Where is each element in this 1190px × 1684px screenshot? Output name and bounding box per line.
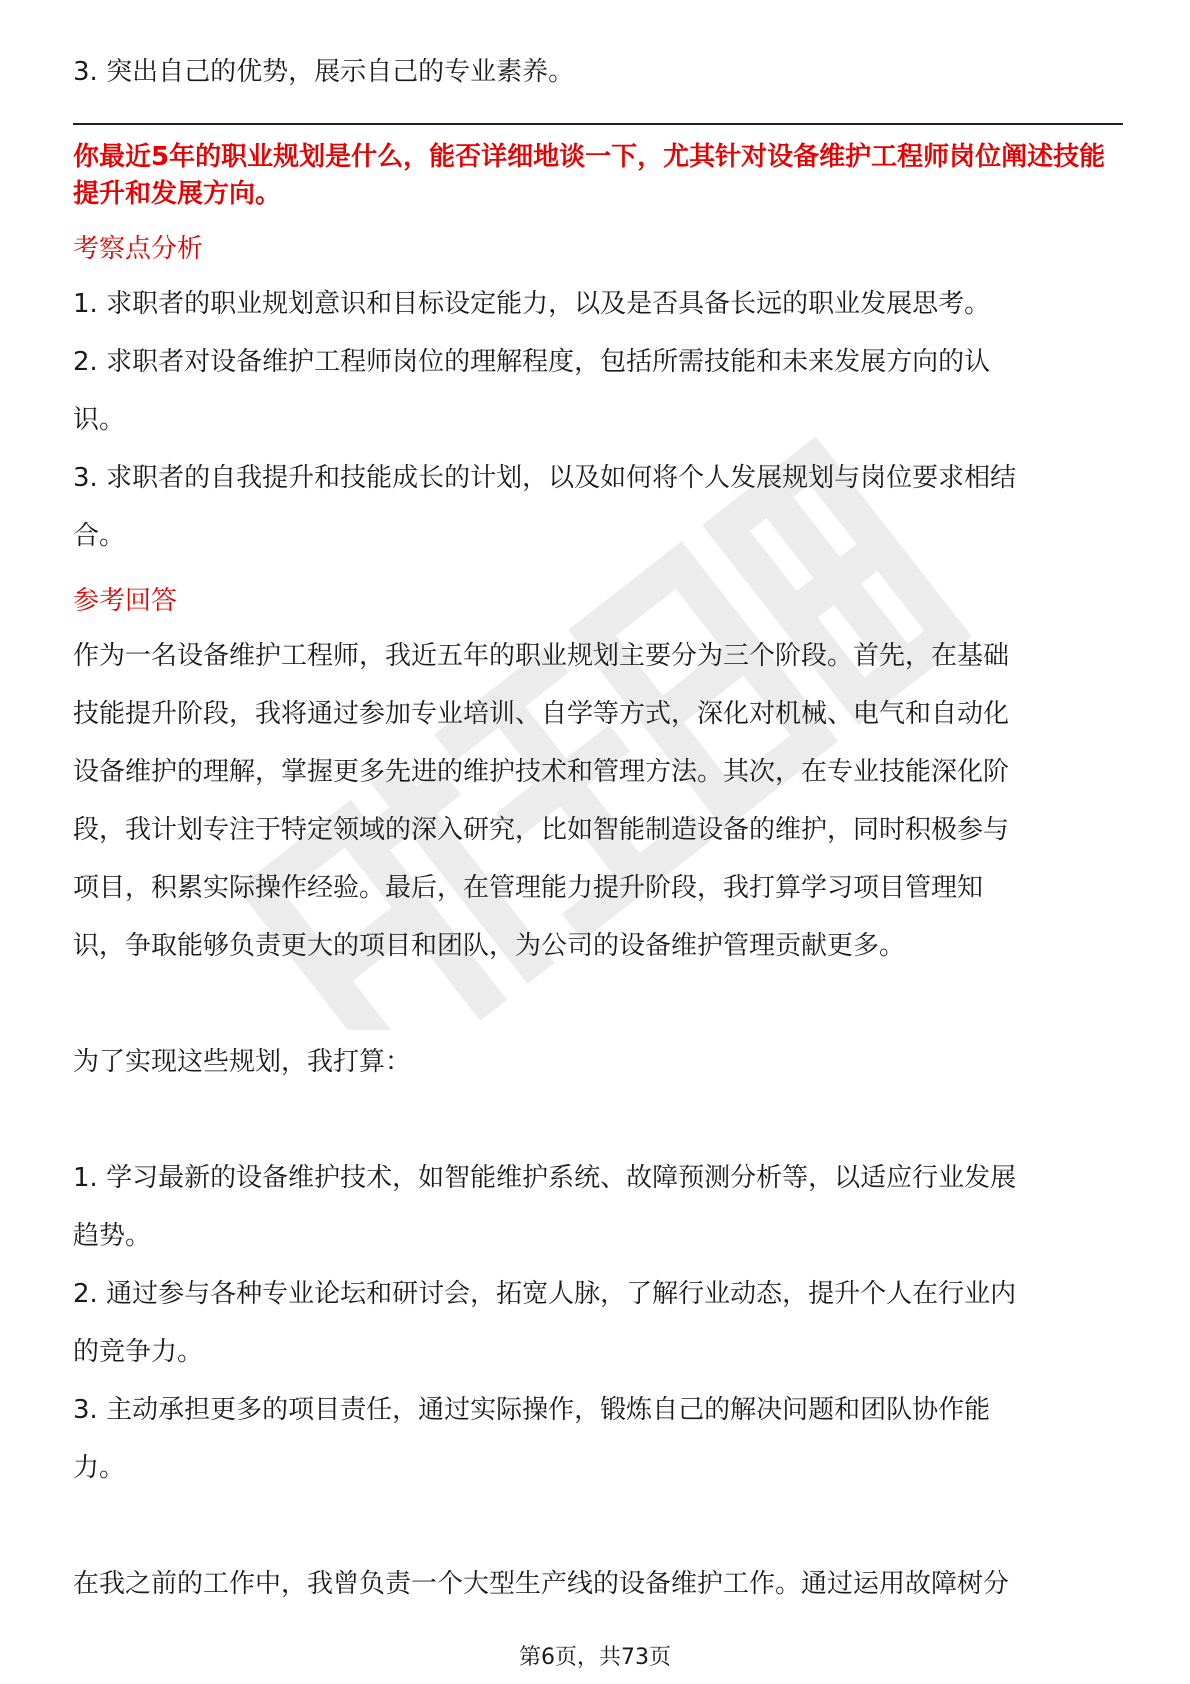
analysis-list — [73, 275, 1118, 565]
analysis-line: 2. 求职者对设备维护工程师岗位的理解程度，包括所需技能和未来发展方向的认 — [73, 347, 991, 377]
analysis-line: 合。 — [73, 521, 126, 551]
answer-line: 设备维护的理解，掌握更多先进的维护技术和管理方法。其次，在专业技能深化阶 — [73, 757, 1010, 787]
blank-line — [73, 1091, 1118, 1149]
plan-line: 的竞争力。 — [73, 1337, 204, 1367]
analysis-line: 1. 求职者的职业规划意识和目标设定能力，以及是否具备长远的职业发展思考。 — [73, 289, 991, 319]
answer-paragraph — [73, 627, 1118, 975]
answer-heading: 参考回答 — [73, 586, 178, 616]
analysis-heading: 考察点分析 — [73, 234, 204, 264]
plan-line: 3. 主动承担更多的项目责任，通过实际操作，锻炼自己的解决问题和团队协作能 — [73, 1395, 991, 1425]
blank-line — [73, 1497, 1118, 1555]
blank-line — [73, 975, 1118, 1033]
answer-line: 技能提升阶段，我将通过参加专业培训、自学等方式，深化对机械、电气和自动化 — [73, 699, 1010, 729]
question-title: 你最近5年的职业规划是什么，能否详细地谈一下，尤其针对设备维护工程师岗位阐述技能提升和发展方向。 — [73, 142, 1106, 209]
answer-line: 项目，积累实际操作经验。最后，在管理能力提升阶段，我打算学习项目管理知 — [73, 873, 984, 903]
page-number: 第6页，共73页 — [519, 1645, 671, 1670]
plan-intro: 为了实现这些规划，我打算： — [73, 1047, 412, 1077]
plan-list — [73, 1149, 1118, 1497]
plan-line: 1. 学习最新的设备维护技术，如智能维护系统、故障预测分析等，以适应行业发展 — [73, 1163, 1017, 1193]
analysis-line: 识。 — [73, 405, 126, 435]
answer-line: 段，我计划专注于特定领域的深入研究，比如智能制造设备的维护，同时积极参与 — [73, 815, 1010, 845]
plan-line: 力。 — [73, 1453, 126, 1483]
plan-line: 趋势。 — [73, 1221, 152, 1251]
experience-line: 在我之前的工作中，我曾负责一个大型生产线的设备维护工作。通过运用故障树分 — [73, 1569, 1010, 1599]
section-divider — [73, 123, 1123, 125]
plan-line: 2. 通过参与各种专业论坛和研讨会，拓宽人脉，了解行业动态，提升个人在行业内 — [73, 1279, 1017, 1309]
answer-line: 识，争取能够负责更大的项目和团队，为公司的设备维护管理贡献更多。 — [73, 931, 906, 961]
previous-list-item: 3. 突出自己的优势，展示自己的专业素养。 — [73, 57, 575, 87]
page-content — [73, 46, 1118, 1613]
answer-line: 作为一名设备维护工程师，我近五年的职业规划主要分为三个阶段。首先，在基础 — [73, 641, 1010, 671]
analysis-line: 3. 求职者的自我提升和技能成长的计划，以及如何将个人发展规划与岗位要求相结 — [73, 463, 1017, 493]
